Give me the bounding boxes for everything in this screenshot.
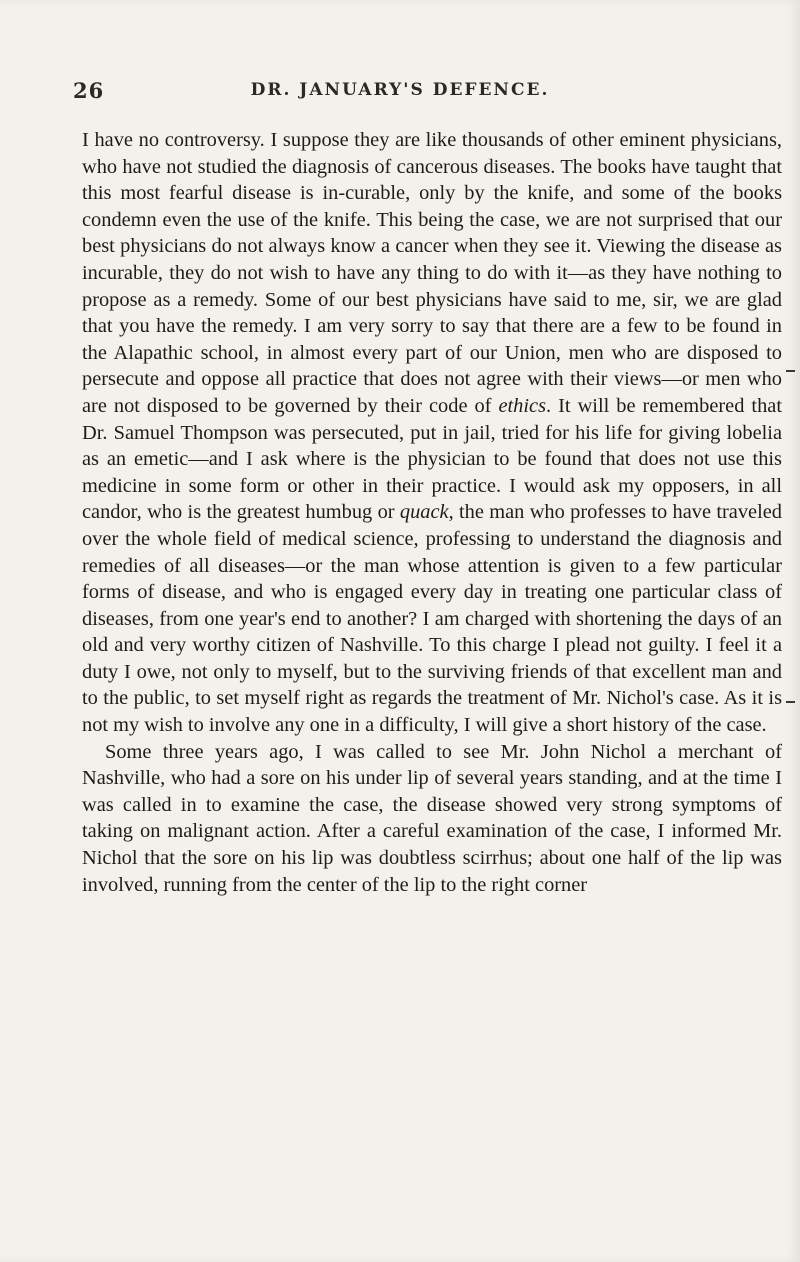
paragraph-1-continued: . It will be remembered that Dr. Samuel Thompson was persecuted, put in jail, tried for his life for giving lobelia as an emetic—and I ask where is the physician to be found that does not use this medicine in some form or other in their practice. I would ask my opposers, in all candor, who is the greatest humbug or <box>82 394 782 524</box>
emphasis-quack: quack <box>399 501 449 524</box>
paragraph-2: Some three years ago, I was called to see Mr. John Nichol a merchant of Nashville, who had a sore on his under lip of several years standing, and at the time I was called in to examine the case, the disease showed very strong symptoms of taking on malignant action. After a careful examination of the case, I informed Mr. Nichol that the sore on his lip was doubtless scirrhus; about one half of the lip was involved, running from the center of the lip to the right corner <box>82 740 782 896</box>
page-header <box>0 78 800 106</box>
margin-mark-top <box>786 370 795 372</box>
paragraph-1-end: , the man who professes to have traveled over the whole field of medical science, professing to understand the diagnosis and remedies of all diseases—or the man whose attention is given to a few particular forms of disease, and who is engaged every day in treating one particular class of diseases, from one year's end to another? I am charged with shortening the days of an old and very worthy citizen of Nashville. To this charge I plead not guilty. I feel it a duty I owe, not only to myself, but to the surviving friends of that excellent man and to the public, to set myself right as regards the treatment of Mr. Nichol's case. As it is not my wish to involve any one in a difficulty, I will give a short history of the case. <box>82 501 783 737</box>
page-number: 26 <box>73 78 105 103</box>
emphasis-ethics: ethics <box>498 394 547 417</box>
running-head: DR. JANUARY'S DEFENCE. <box>250 80 550 100</box>
margin-mark-bottom <box>786 701 795 703</box>
body-text <box>82 127 782 898</box>
paragraph-1 <box>82 127 782 739</box>
paragraph-1-text: I have no controversy. I suppose they are like thousands of other eminent physicians, who have not studied the diagnosis of cancerous diseases. The books have taught that this most fearful disease is in-curable, only by the knife, and some of the books condemn even the use of the knife. This being the case, we are not surprised that our best physicians do not always know a cancer when they see it. Viewing the disease as incurable, they do not wish to have any thing to do with it—as they have nothing to propose as a remedy. Some of our best physicians have said to me, sir, we are glad that you have the remedy. I am very sorry to say that there are a few to be found in the Alapathic school, in almost every part of our Union, men who are disposed to persecute and oppose all practice that does not agree with their views—or men who are not disposed to be governed by their code of <box>82 129 782 417</box>
